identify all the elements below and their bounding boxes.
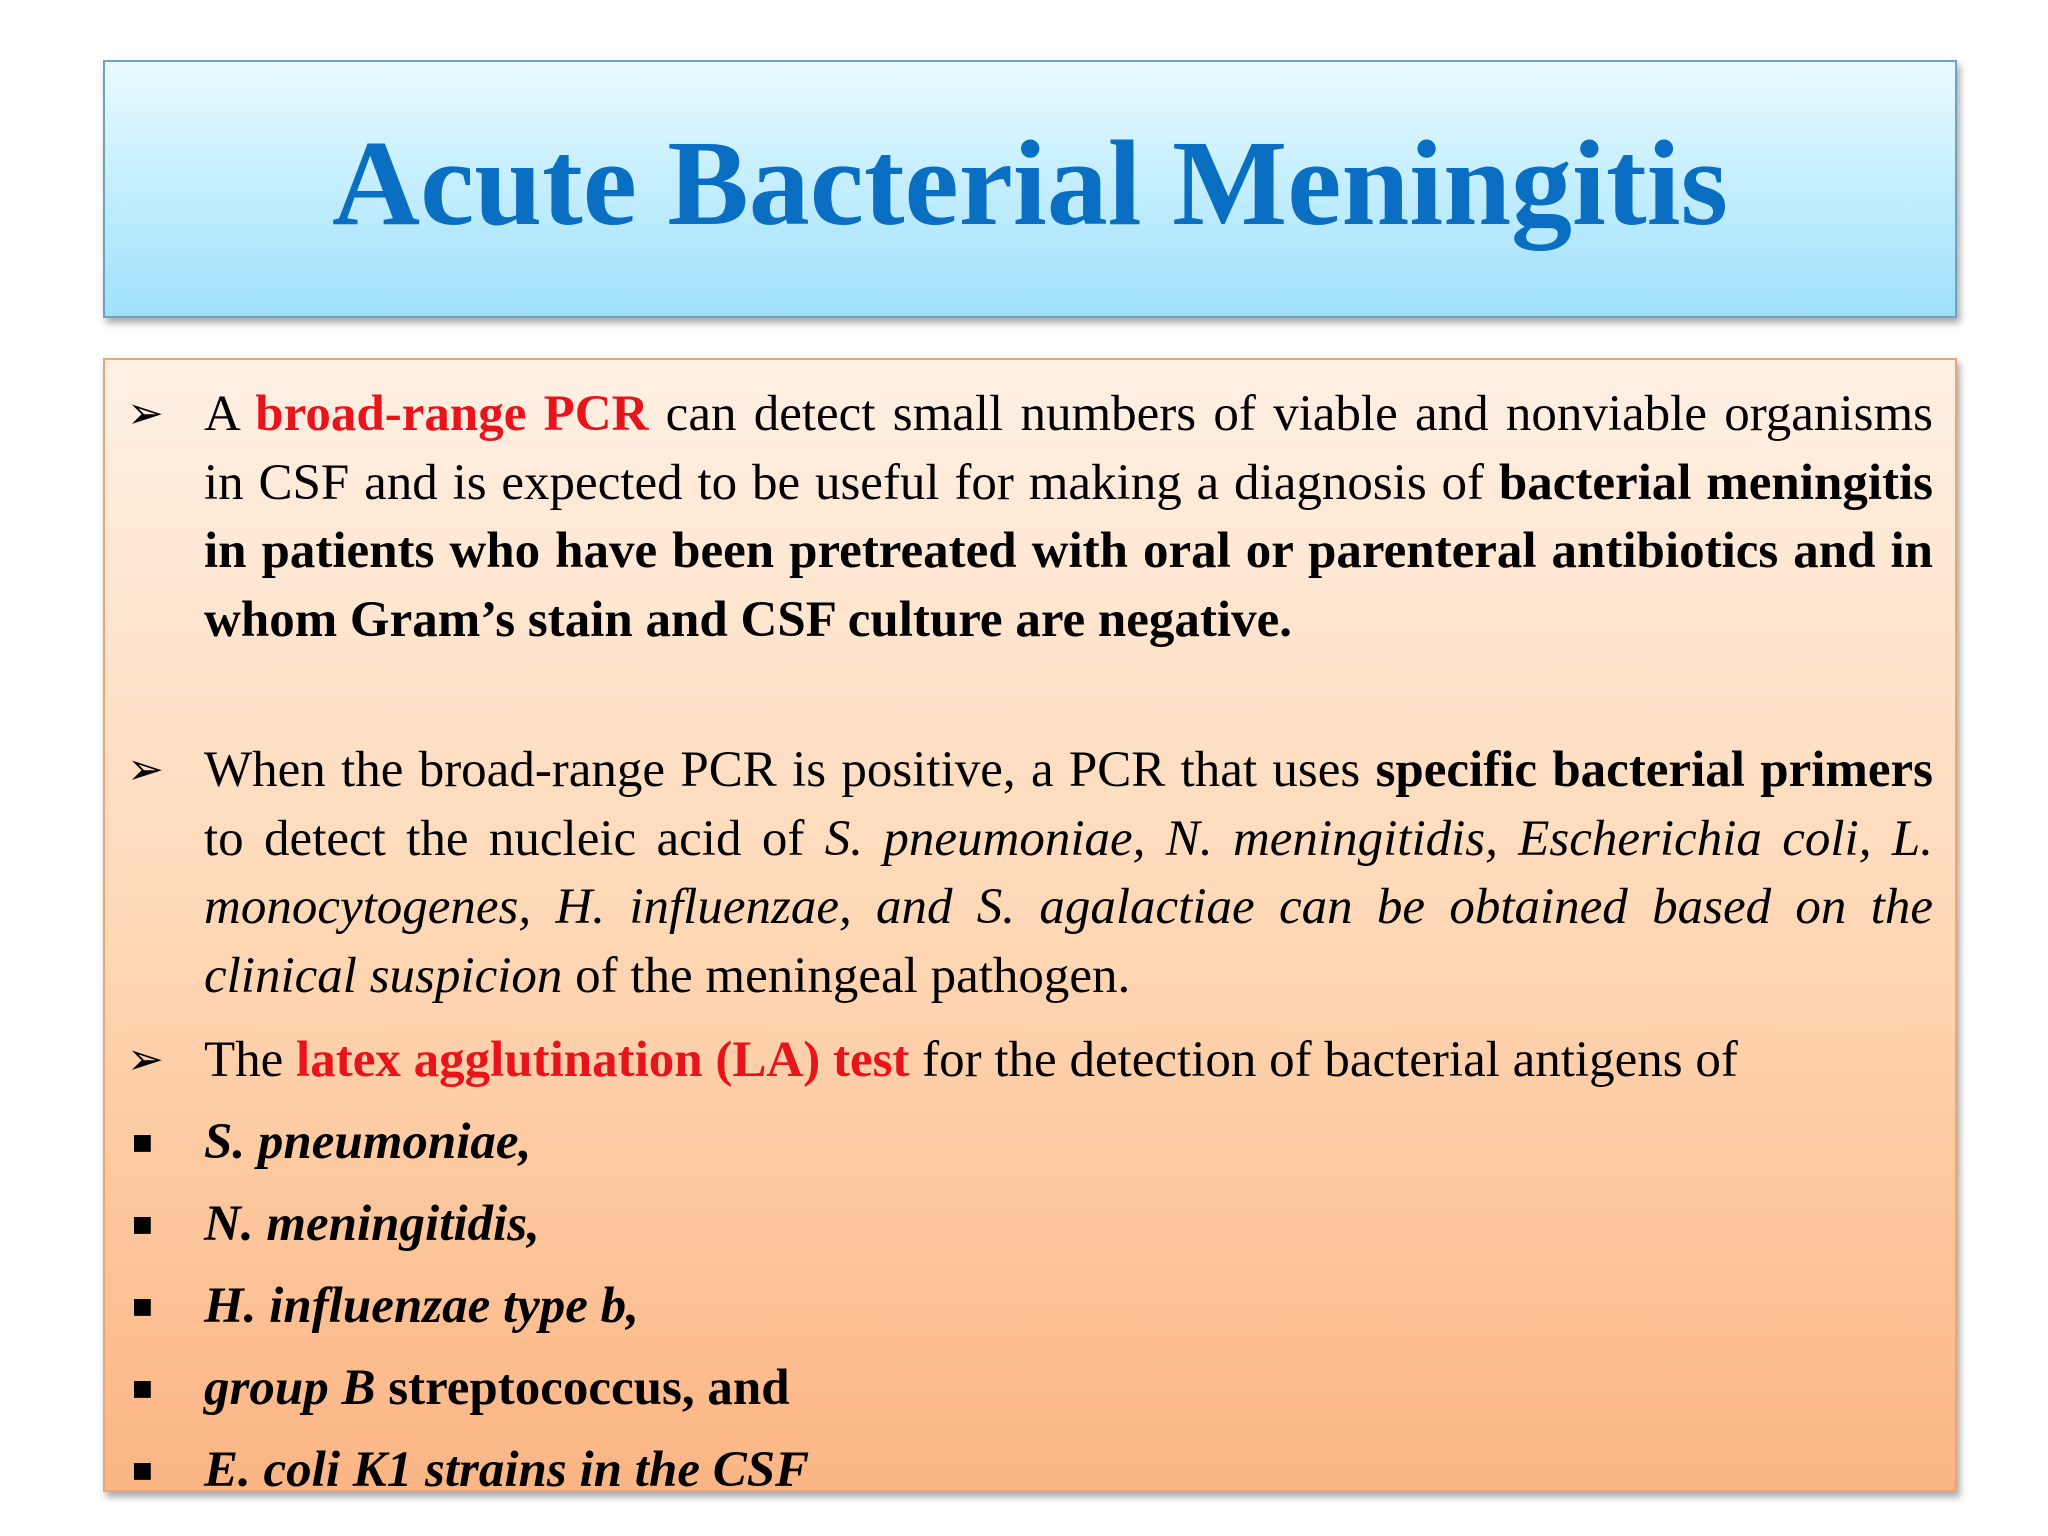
- slide-title: Acute Bacterial Meningitis: [332, 116, 1728, 251]
- square-bullet-icon: ■: [132, 1212, 153, 1237]
- arrow-bullet-icon: ➢: [127, 744, 164, 795]
- content-panel: ➢ A broad-range PCR can detect small numbers of viable and nonviable organisms in CSF and is expected to be useful for making a diagnosis of bacterial meningitis in patients who have been pretreated with oral or parenteral antibiotics and in whom Gram’s stain and CSF culture are negative. ➢ When the broad-range PCR is positive, a PCR that uses specific bacterial primers to detect the nucleic acid of S. pneumoniae, N. meningitidis, Escherichia coli, L. monocytogenes, H. influenzae, and S. agalactiae can be obtained based on the clinical suspicion of the meningeal pathogen. ➢ The latex agglutination (LA) test for the detection of bacterial antigens of ■ S. pneumoniae, ■ N. meningitidis, ■ H. influenzae type b, ■ group B streptococcus, and ■ E. coli K1 strains in the CSF: [103, 358, 1957, 1492]
- bullet-text: The latex agglutination (LA) test for the detection of bacterial antigens of: [204, 1032, 1738, 1088]
- bullet-text: When the broad-range PCR is positive, a PCR that uses specific bacterial primers to detect the nucleic acid of S. pneumoniae, N. meningitidis, Escherichia coli, L. monocytogenes, H. influenzae, and S. agalactiae can be obtained based on the clinical suspicion of the meningeal pathogen.: [204, 742, 1933, 1004]
- highlight-text: broad-range PCR: [255, 386, 649, 442]
- square-bullet-icon: ■: [132, 1458, 153, 1483]
- pathogen-list-text: S. pneumoniae, N. meningitidis, Escherichia coli, L. monocytogenes, H. influenzae, and S. agalactiae can be obtained based on the clinical suspicion: [204, 810, 1933, 1004]
- bullet-text: A broad-range PCR can detect small numbers of viable and nonviable organisms in CSF and is expected to be useful for making a diagnosis of bacterial meningitis in patients who have been pretreated with oral or parenteral antibiotics and in whom Gram’s stain and CSF culture are negative.: [204, 386, 1933, 648]
- square-bullet-icon: ■: [132, 1130, 153, 1155]
- square-bullet-icon: ■: [132, 1294, 153, 1319]
- square-bullet-icon: ■: [132, 1376, 153, 1401]
- title-banner: [103, 60, 1957, 318]
- highlight-text: latex agglutination (LA) test: [296, 1032, 910, 1088]
- emphasis-text: specific bacterial primers: [1375, 742, 1933, 798]
- emphasis-text: bacterial meningitis in patients who have been pretreated with oral or parenteral antibiotics and in whom Gram’s stain and CSF culture are negative.: [204, 454, 1933, 648]
- arrow-bullet-icon: ➢: [127, 388, 164, 439]
- arrow-bullet-icon: ➢: [127, 1034, 164, 1085]
